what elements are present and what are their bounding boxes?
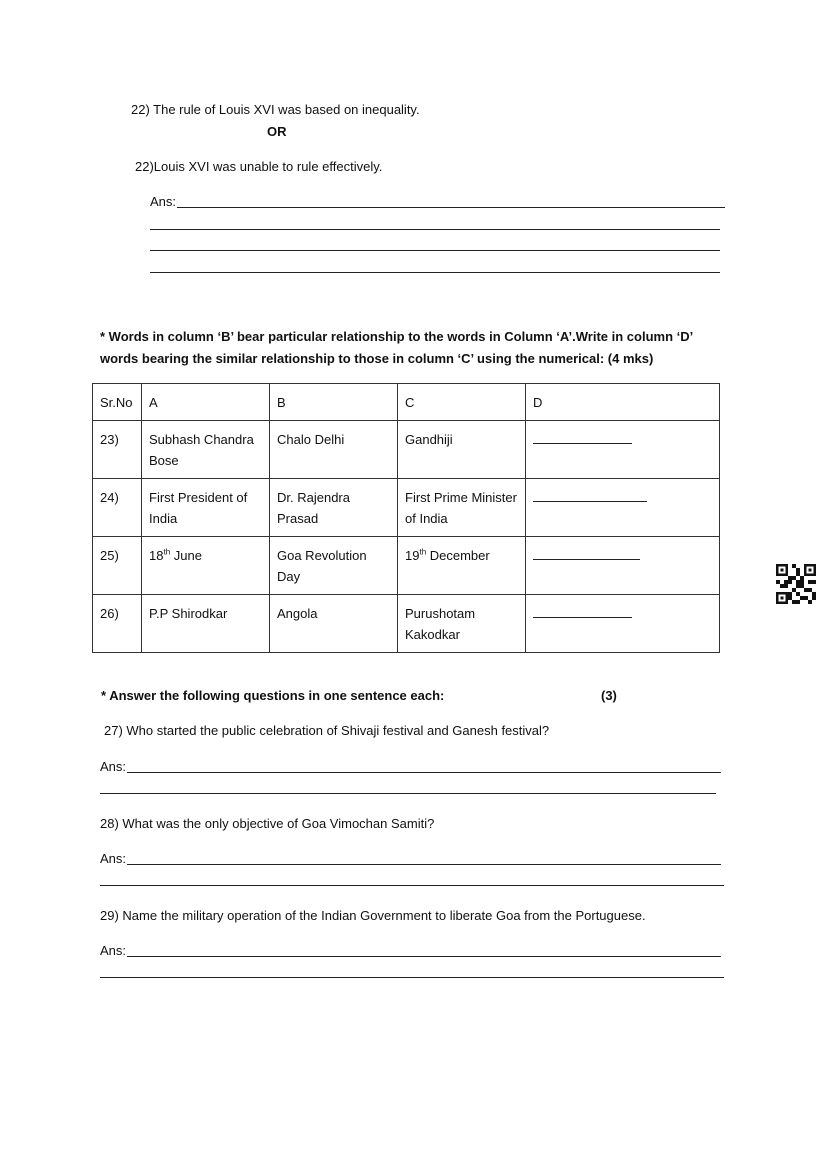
date-month: June [170,548,202,563]
question-27: 27) Who started the public celebration of Shivaji festival and Ganesh festival? [104,723,550,738]
cell-c: Gandhiji [398,421,526,479]
answer-label-22: Ans: [150,194,177,209]
question-22b: 22)Louis XVI was unable to rule effectively. [135,159,383,174]
cell-d [526,479,720,537]
header-b: B [270,384,398,421]
short-answer-marks: (3) [601,688,617,703]
cell-d [526,421,720,479]
answer-line-29-2[interactable] [100,977,724,978]
answer-line-22-2[interactable] [150,229,720,230]
row-number: 25) [93,537,142,595]
question-28: 28) What was the only objective of Goa Vimochan Samiti? [100,816,435,831]
match-instruction-line2: words bearing the similar relationship to those in column ‘C’ using the numerical: (4 mks) [100,351,654,366]
answer-line-22-4[interactable] [150,272,720,273]
cell-a: Subhash Chandra Bose [142,421,270,479]
header-d: D [526,384,720,421]
answer-line-29-1[interactable] [127,956,721,957]
matching-table [92,383,720,653]
cell-b: Goa Revolution Day [270,537,398,595]
cell-a [142,537,270,595]
answer-blank-26[interactable] [533,603,632,618]
answer-blank-24[interactable] [533,487,647,502]
answer-line-27-2[interactable] [100,793,716,794]
header-srno: Sr.No [93,384,142,421]
header-c: C [398,384,526,421]
cell-b: Angola [270,595,398,653]
row-number: 23) [93,421,142,479]
question-29: 29) Name the military operation of the Indian Government to liberate Goa from the Portuguese. [100,908,646,923]
answer-blank-23[interactable] [533,429,632,444]
cell-c: Purushotam Kakodkar [398,595,526,653]
or-label: OR [267,124,287,139]
ordinal-suffix: th [163,547,171,557]
date-day: 18 [149,548,164,563]
date-month: December [426,548,490,563]
answer-line-28-2[interactable] [100,885,724,886]
answer-line-22-1[interactable] [177,207,725,208]
answer-label-29: Ans: [100,943,127,958]
answer-line-28-1[interactable] [127,864,721,865]
cell-a: P.P Shirodkar [142,595,270,653]
answer-label-28: Ans: [100,851,127,866]
qr-code-icon [776,564,816,604]
cell-d [526,537,720,595]
date-day: 19 [405,548,420,563]
answer-blank-25[interactable] [533,545,640,560]
cell-c: First Prime Minister of India [398,479,526,537]
question-22a: 22) The rule of Louis XVI was based on inequality. [131,102,420,117]
table-row [93,479,720,537]
answer-label-27: Ans: [100,759,127,774]
cell-b: Dr. Rajendra Prasad [270,479,398,537]
ordinal-suffix: th [419,547,427,557]
cell-b: Chalo Delhi [270,421,398,479]
cell-d [526,595,720,653]
cell-a: First President of India [142,479,270,537]
table-row [93,537,720,595]
match-instruction-line1: * Words in column ‘B’ bear particular relationship to the words in Column ‘A’.Write in column ‘D’ [100,329,694,344]
cell-c [398,537,526,595]
header-a: A [142,384,270,421]
table-header-row [93,384,720,421]
short-answer-instruction: * Answer the following questions in one sentence each: [101,688,445,703]
answer-line-27-1[interactable] [127,772,721,773]
answer-line-22-3[interactable] [150,250,720,251]
row-number: 26) [93,595,142,653]
table-row [93,421,720,479]
row-number: 24) [93,479,142,537]
table-row [93,595,720,653]
